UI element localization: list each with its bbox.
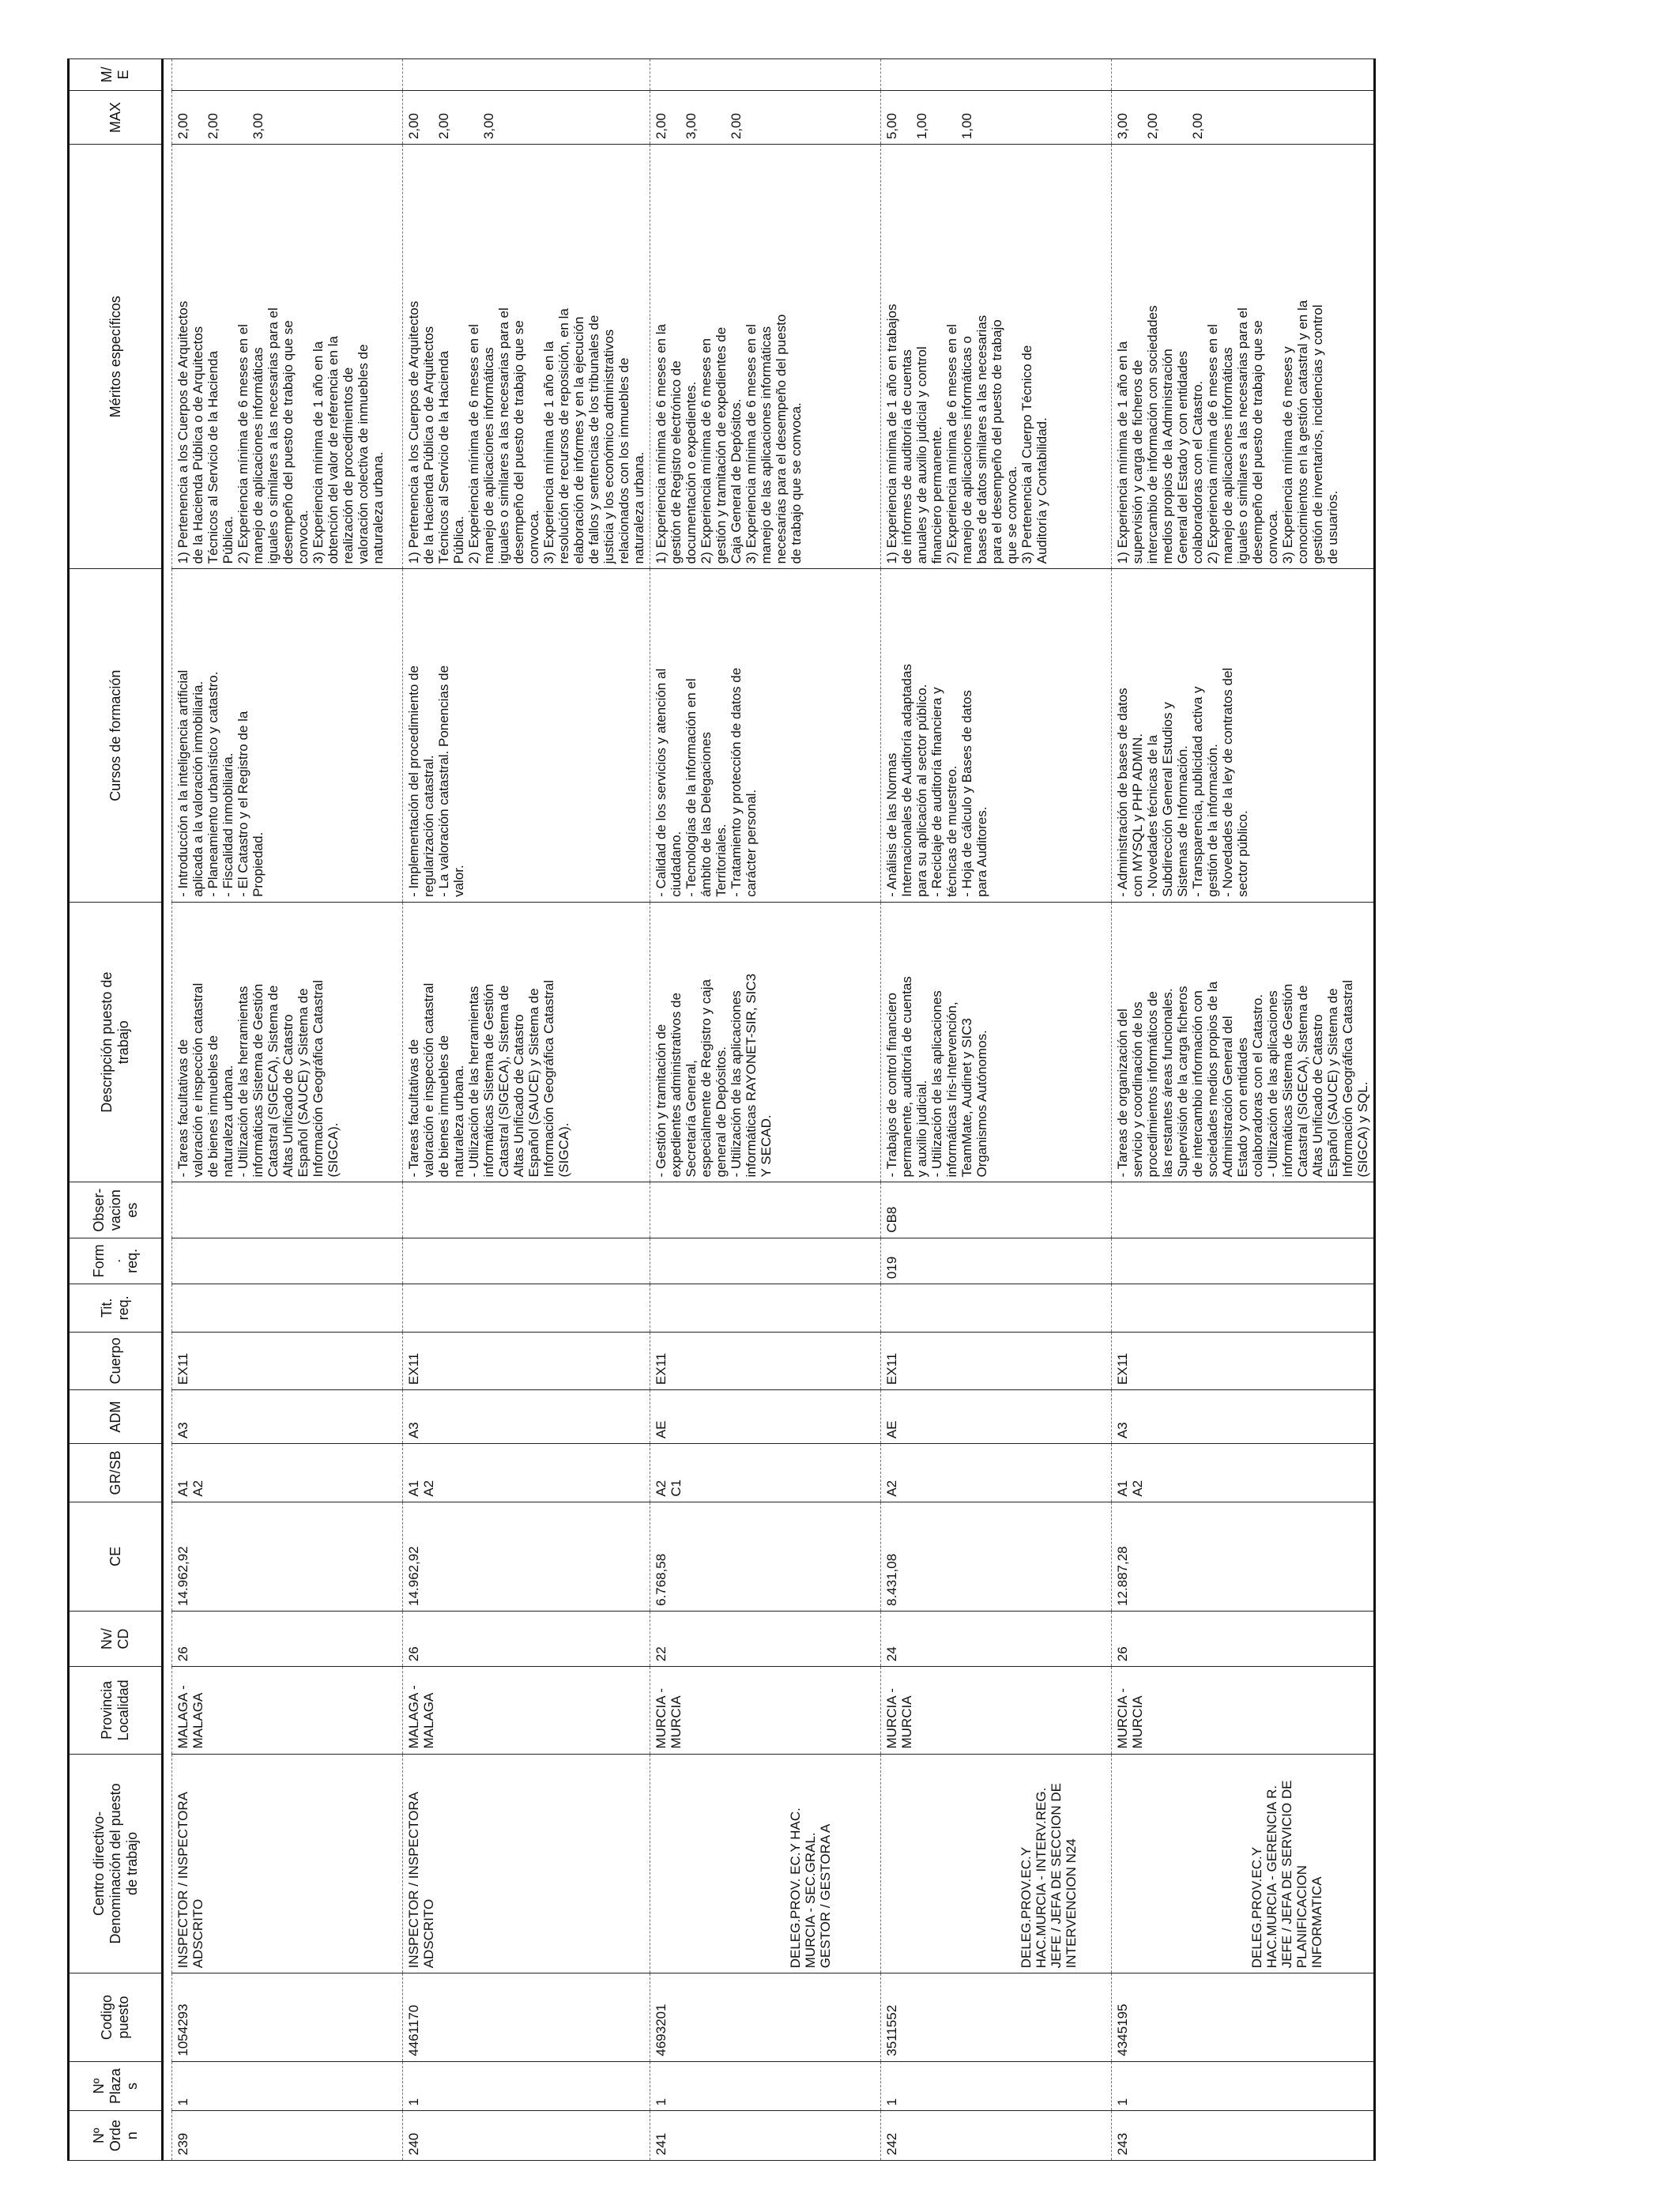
formacion-cell [172,1238,403,1284]
grupo-cell: A2 C1 [650,1444,881,1502]
cursos-cell: - Implementación del procedimiento de regularización catastral. - La valoración catastral. Ponencias de valor. [403,569,650,903]
plazas-cell: 1 [403,2061,650,2111]
me-cell [650,59,881,91]
titulacion-cell [650,1284,881,1333]
orden-cell: 243 [1112,2111,1375,2161]
adm-cell: A3 [172,1390,403,1444]
header-meritos: Méritos específicos [69,145,163,569]
adm-cell: AE [881,1390,1112,1444]
header-cursos: Cursos de formación [69,569,163,903]
orden-cell: 240 [403,2111,650,2161]
centro-cell [650,1754,881,1973]
max-cell [403,91,650,145]
plazas-cell: 1 [650,2061,881,2111]
meritos-cell: 1) Pertenencia a los Cuerpos de Arquitectos de la Hacienda Pública o de Arquitectos Técnicos al Servicio de la Hacienda Pública. 2) Experiencia mínima de 6 meses en el manejo de aplicaciones informáticas iguales o similares a las necesarias para el desempeño del puesto de trabajo que se convoca. 3) Experiencia mínima de 1 año en la obtención del valor de referencia en la realización de procedimientos de valoración colectiva de inmuebles de naturaleza urbana. [172,145,403,569]
cuerpo-cell: EX11 [403,1332,650,1390]
titulacion-cell [172,1284,403,1333]
header-nivel: Nv/ CD [69,1612,163,1667]
ce-cell: 14.962,92 [172,1502,403,1611]
table-row [650,59,881,2161]
observaciones-cell [650,1182,881,1238]
max-cell [650,91,881,145]
nivel-cell: 26 [172,1612,403,1667]
provincia-cell: MALAGA - MALAGA [403,1667,650,1754]
header-grupo: GR/SB [69,1444,163,1502]
nivel-cell: 22 [650,1612,881,1667]
max-value-2: 1,00 [914,113,929,140]
formacion-cell: 019 [881,1238,1112,1284]
vacancy-table-page [67,58,1636,2161]
grupo-cell: A2 [881,1444,1112,1502]
centro-directivo: DELEG.PROV.EC.Y HAC.MURCIA - GERENCIA R. [1249,1785,1279,1969]
table-row [1112,59,1375,2161]
max-value-2: 2,00 [436,113,451,140]
max-value-1: 2,00 [406,113,421,140]
header-me: M/E [69,59,163,91]
ce-cell: 14.962,92 [403,1502,650,1611]
me-cell [172,59,403,91]
header-descripcion: Descripción puesto de trabajo [69,902,163,1182]
header-ce: CE [69,1502,163,1611]
meritos-cell: 1) Experiencia mínima de 1 año en la supervisión y carga de ficheros de intercambio de información con sociedades medios propios de la Administración General del Estado y con entidades colaboradoras con el Catastro. 2) Experiencia mínima de 6 meses en el manejo de aplicaciones informáticas iguales o similares a las necesarias para el desempeño del puesto de trabajo que se convoca. 3) Experiencia mínima de 6 meses y conocimientos en la gestión catastral y en la gestión de inventarios, incidencias y control de usuarios. [1112,145,1375,569]
plazas-cell: 1 [172,2061,403,2111]
header-provincia: Provincia Localidad [69,1667,163,1754]
adm-cell: A3 [1112,1390,1375,1444]
max-value-1: 3,00 [1115,113,1130,140]
denominacion-puesto: INSPECTOR / INSPECTORA ADSCRITO [406,1792,436,1969]
orden-cell: 241 [650,2111,881,2161]
codigo-cell: 4461170 [403,1973,650,2061]
denominacion-puesto: JEFE / JEFA DE SERVICIO DE PLANIFICACION INFORMATICA [1279,1780,1324,1969]
cuerpo-cell: EX11 [1112,1332,1375,1390]
descripcion-cell: - Tareas facultativas de valoración e inspección catastral de bienes inmuebles de naturaleza urbana. - Utilización de las herramientas informáticas Sistema de Gestión Catastral (SIGECA), Sistema de Altas Unificado de Catastro Español (SAUCE) y Sistema de Información Geográfica Catastral (SIGCA). [172,902,403,1182]
orden-cell: 239 [172,2111,403,2161]
ce-cell: 8.431,08 [881,1502,1112,1611]
max-value-1: 2,00 [175,113,190,140]
codigo-cell: 4693201 [650,1973,881,2061]
codigo-cell: 3511552 [881,1973,1112,2061]
header-adm: ADM [69,1390,163,1444]
nivel-cell: 24 [881,1612,1112,1667]
observaciones-cell [1112,1182,1375,1238]
meritos-cell: 1) Experiencia mínima de 6 meses en la gestión de Registro electrónico de documentación o expedientes. 2) Experiencia mínima de 6 meses en gestión y tramitación de expedientes de Caja General de Depósitos. 3) Experiencia mínima de 6 meses en el manejo de las aplicaciones informáticas necesarias para el desempeño del puesto de trabajo que se convoca. [650,145,881,569]
cursos-cell: - Calidad de los servicios y atención al ciudadano. - Tecnologías de la información en el ámbito de las Delegaciones Territoriales. - Tratamiento y protección de datos de carácter personal. [650,569,881,903]
codigo-cell: 4345195 [1112,1973,1375,2061]
table-header-row [69,59,163,2161]
plazas-cell: 1 [881,2061,1112,2111]
descripcion-cell: - Trabajos de control financiero permanente, auditoría de cuentas y auxilio judicial. - Utilización de las aplicaciones informáticas Iris-Intervención, TeamMate, Audinet y SIC3 Organismos Autónomos. [881,902,1112,1182]
header-plazas: Nº Plazas [69,2061,163,2111]
max-cell [172,91,403,145]
cursos-cell: - Administración de bases de datos con MYSQL y PHP ADMIN. - Novedades técnicas de la Subdirección General Estudios y Sistemas de Información. - Transparencia, publicidad activa y gestión de la información. - Novedades de la ley de contratos del sector público. [1112,569,1375,903]
grupo-cell: A1 A2 [172,1444,403,1502]
formacion-cell [650,1238,881,1284]
descripcion-cell: - Tareas de organización del servicio y coordinación de los procedimientos informáticos de las restantes áreas funcionales. Supervisión de la carga ficheros de intercambio información con sociedades medios propios de la Administración General del Estado y con entidades colaboradoras con el Catastro. - Utilización de las aplicaciones informáticas Sistema de Gestión Catastral (SIGECA), Sistema de Altas Unificado de Catastro Español (SAUCE) y Sistema de Información Geográfica Catastral (SIGCA) y SQL. [1112,902,1375,1182]
max-value-3: 2,00 [1190,113,1205,140]
header-max: MAX [69,91,163,145]
adm-cell: AE [650,1390,881,1444]
codigo-cell: 1054293 [172,1973,403,2061]
descripcion-cell: - Tareas facultativas de valoración e inspección catastral de bienes inmuebles de naturaleza urbana. - Utilización de las herramientas informáticas Sistema de Gestión Catastral (SIGECA), Sistema de Altas Unificado de Catastro Español (SAUCE) y Sistema de Información Geográfica Catastral (SIGCA). [403,902,650,1182]
centro-cell [172,1754,403,1973]
observaciones-cell [172,1182,403,1238]
titulacion-cell [881,1284,1112,1333]
ce-cell: 12.887,28 [1112,1502,1375,1611]
header-codigo: Codigo puesto [69,1973,163,2061]
meritos-cell: 1) Experiencia mínima de 1 año en trabajos de informes de auditoría de cuentas anuales y de auxilio judicial y control financiero permanente. 2) Experiencia mínima de 6 meses en el manejo de aplicaciones informáticas o bases de datos similares a las necesarias para el desempeño del puesto de trabajo que se convoca. 3) Pertenencia al Cuerpo Técnico de Auditoría y Contabilidad. [881,145,1112,569]
header-titulacion: Tit. req. [69,1284,163,1333]
max-cell [1112,91,1375,145]
table-body [163,59,1375,2161]
me-cell [403,59,650,91]
max-value-2: 2,00 [205,113,220,140]
table-row [403,59,650,2161]
me-cell [1112,59,1375,91]
cuerpo-cell: EX11 [881,1332,1112,1390]
titulacion-cell [403,1284,650,1333]
formacion-cell [1112,1238,1375,1284]
formacion-cell [403,1238,650,1284]
centro-cell [403,1754,650,1973]
me-cell [881,59,1112,91]
header-cuerpo: Cuerpo [69,1332,163,1390]
cursos-cell: - Análisis de las Normas Internacionales de Auditoría adaptadas para su aplicación al sector público. - Reciclaje de auditoría financiera y técnicas de muestreo. - Hoja de cálculo y Bases de datos para Auditores. [881,569,1112,903]
descripcion-cell: - Gestión y tramitación de expedientes administrativos de Secretaría General, especialmente de Registro y caja general de Depósitos. - Utilización de las aplicaciones informáticas RAYONET-SIR, SIC3 Y SECAD. [650,902,881,1182]
max-value-3: 2,00 [729,113,744,140]
titulacion-cell [1112,1284,1375,1333]
max-value-3: 1,00 [959,113,974,140]
header-formacion: Form. req. [69,1238,163,1284]
max-value-1: 5,00 [884,113,899,140]
table-row [172,59,403,2161]
adm-cell: A3 [403,1390,650,1444]
plazas-cell: 1 [1112,2061,1375,2111]
centro-directivo: DELEG.PROV.EC.Y HAC.MURCIA - INTERV.REG. [1019,1787,1049,1969]
provincia-cell: MALAGA - MALAGA [172,1667,403,1754]
max-value-2: 2,00 [1145,113,1160,140]
provincia-cell: MURCIA - MURCIA [1112,1667,1375,1754]
table-row [881,59,1112,2161]
grupo-cell: A1 A2 [1112,1444,1375,1502]
centro-directivo: DELEG.PROV. EC.Y HAC. MURCIA - SEC.GRAL. [788,1808,818,1969]
cuerpo-cell: EX11 [172,1332,403,1390]
denominacion-puesto: JEFE / JEFA DE SECCION DE INTERVENCION N24 [1049,1783,1079,1969]
observaciones-cell: CB8 [881,1182,1112,1238]
max-value-1: 2,00 [654,113,669,140]
denominacion-puesto: INSPECTOR / INSPECTORA ADSCRITO [175,1792,205,1969]
provincia-cell: MURCIA - MURCIA [881,1667,1112,1754]
header-centro: Centro directivo- Denominación del puesto de trabajo [69,1754,163,1973]
cuerpo-cell: EX11 [650,1332,881,1390]
max-value-3: 3,00 [481,113,496,140]
grupo-cell: A1 A2 [403,1444,650,1502]
header-orden: Nº Orden [69,2111,163,2161]
header-observaciones: Obser- vaciones [69,1182,163,1238]
observaciones-cell [403,1182,650,1238]
max-value-3: 3,00 [250,113,266,140]
centro-cell [1112,1754,1375,1973]
meritos-cell: 1) Pertenencia a los Cuerpos de Arquitectos de la Hacienda Pública o de Arquitectos Técnicos al Servicio de la Hacienda Pública. 2) Experiencia mínima de 6 meses en el manejo de aplicaciones informáticas iguales o similares a las necesarias para el desempeño del puesto de trabajo que se convoca. 3) Experiencia mínima de 1 año en la resolución de recursos de reposición, en la elaboración de informes y en la ejecución de fallos y sentencias de los tribunales de justicia y los económico administrativos relacionados con los inmuebles de naturaleza urbana. [403,145,650,569]
max-value-2: 3,00 [684,113,699,140]
max-cell [881,91,1112,145]
orden-cell: 242 [881,2111,1112,2161]
vacancy-table [67,58,1376,2161]
cursos-cell: - Introducción a la inteligencia artificial aplicada a la valoración inmobiliaria. - Planeamiento urbanístico y catastro. - Fiscalidad inmobiliaria. - El Catastro y el Registro de la Propiedad. [172,569,403,903]
nivel-cell: 26 [403,1612,650,1667]
denominacion-puesto: GESTOR / GESTORA A [818,1823,833,1969]
centro-cell [881,1754,1112,1973]
nivel-cell: 26 [1112,1612,1375,1667]
ce-cell: 6.768,58 [650,1502,881,1611]
provincia-cell: MURCIA - MURCIA [650,1667,881,1754]
